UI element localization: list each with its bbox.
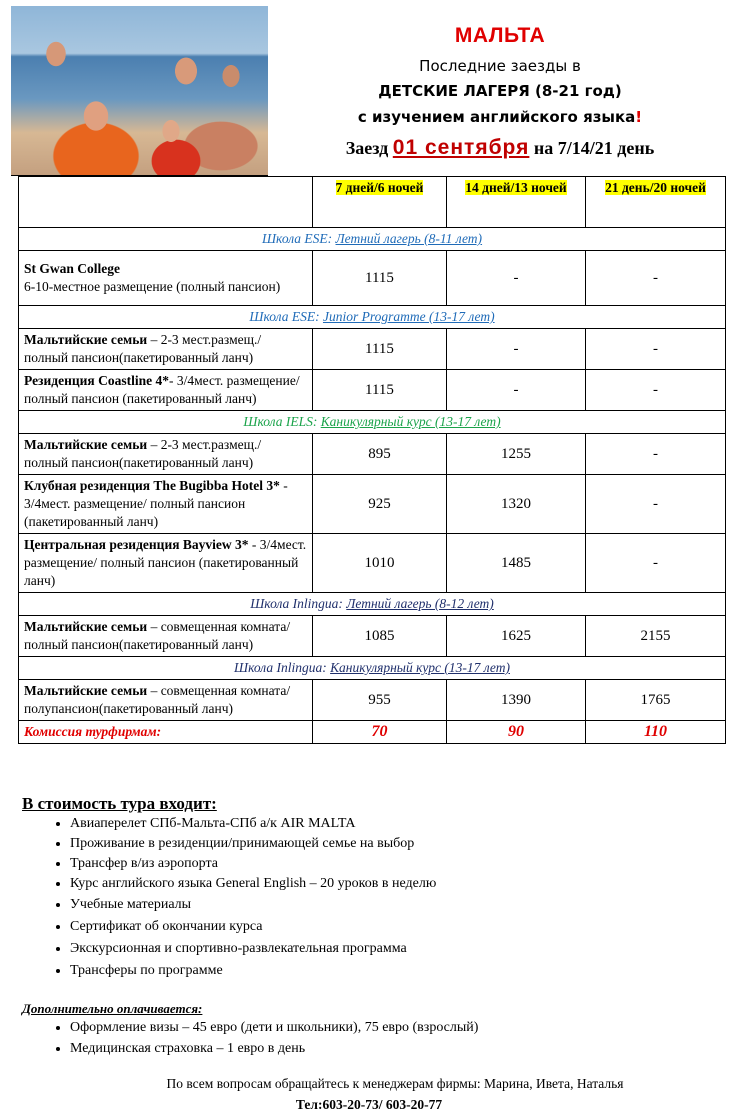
price-table [18, 176, 726, 744]
table-row: Центральная резиденция Bayview 3* - 3/4мест. размещение/ полный пансион (пакетированный ланч) 1010 1485 - [19, 534, 726, 593]
extra-cost-heading: Дополнительно оплачивается: [22, 1001, 203, 1016]
header-cell-empty [19, 177, 313, 228]
subtitle-english: с изучением английского языка! [357, 108, 643, 126]
list-item: • Авиаперелет СПб-Мальта-СПб а/к AIR MALTA [70, 814, 436, 834]
commission-label: Комиссия турфирмам: [19, 721, 313, 744]
table-row: Мальтийские семьи – 2-3 мест.размещ./ полный пансион(пакетированный ланч) 1115 - - [19, 329, 726, 370]
extra-cost-list [48, 1017, 478, 1059]
list-item: • Трансфер в/из аэропорта [70, 854, 436, 874]
table-row: St Gwan College 6-10-местное размещение (полный пансион) 1115 - - [19, 251, 726, 306]
header-cell-7-days: 7 дней/6 ночей [313, 177, 447, 228]
table-row: Клубная резиденция The Bugibba Hotel 3* - 3/4мест. размещение/ полный пансион (пакетированный ланч) 925 1320 - [19, 475, 726, 534]
page-title: МАЛЬТА [454, 24, 546, 47]
section-row-ese-junior: Школа ESE: Junior Programme (13-17 лет) [19, 306, 726, 329]
table-header-row [19, 177, 726, 228]
phone-number: Тел:603-20-73/ 603-20-77 [295, 1097, 443, 1112]
table-row: Мальтийские семьи – 2-3 мест.размещ./ полный пансион(пакетированный ланч) 895 1255 - [19, 434, 726, 475]
subtitle-camps: ДЕТСКИЕ ЛАГЕРЯ (8-21 год) [378, 82, 622, 100]
section-row-inlingua-holiday: Школа Inlingua: Каникулярный курс (13-17 лет) [19, 657, 726, 680]
header-cell-21-days: 21 день/20 ночей [586, 177, 726, 228]
included-list [48, 814, 436, 982]
list-item: • Курс английского языка General English – 20 уроков в неделю [70, 874, 436, 894]
list-item: • Медицинская страховка – 1 евро в день [70, 1038, 478, 1059]
list-item: • Экскурсионная и спортивно-развлекательная программа [70, 938, 436, 960]
list-item: • Учебные материалы [70, 894, 436, 916]
section-row-ese-summer: Школа ESE: Летний лагерь (8-11 лет) [19, 228, 726, 251]
table-row: Мальтийские семьи – совмещенная комната/ полный пансион(пакетированный ланч) 1085 1625 2155 [19, 616, 726, 657]
included-heading: В стоимость тура входит: [22, 794, 217, 813]
commission-row: Комиссия турфирмам: 70 90 110 [19, 721, 726, 744]
subtitle-line: Последние заезды в [419, 57, 581, 75]
table-row: Резиденция Coastline 4*- 3/4мест. размещение/ полный пансион (пакетированный ланч) 1115 - - [19, 370, 726, 411]
arrival-date-line: Заезд 01 сентября на 7/14/21 день [345, 136, 655, 159]
arrival-date: 01 сентября [392, 136, 530, 159]
group-photo-image [11, 6, 268, 176]
contact-text: По всем вопросам обращайтесь к менеджерам фирмы: Марина, Ивета, Наталья [166, 1076, 624, 1091]
header-cell-14-days: 14 дней/13 ночей [447, 177, 586, 228]
list-item: • Трансферы по программе [70, 960, 436, 982]
list-item: • Сертификат об окончании курса [70, 916, 436, 938]
table-row: Мальтийские семьи – совмещенная комната/ полупансион(пакетированный ланч) 955 1390 1765 [19, 680, 726, 721]
list-item: • Проживание в резиденции/принимающей семье на выбор [70, 834, 436, 854]
section-row-iels-holiday: Школа IELS: Каникулярный курс (13-17 лет) [19, 411, 726, 434]
list-item: • Оформление визы – 45 евро (дети и школьники), 75 евро (взрослый) [70, 1017, 478, 1038]
section-row-inlingua-summer: Школа Inlingua: Летний лагерь (8-12 лет) [19, 593, 726, 616]
